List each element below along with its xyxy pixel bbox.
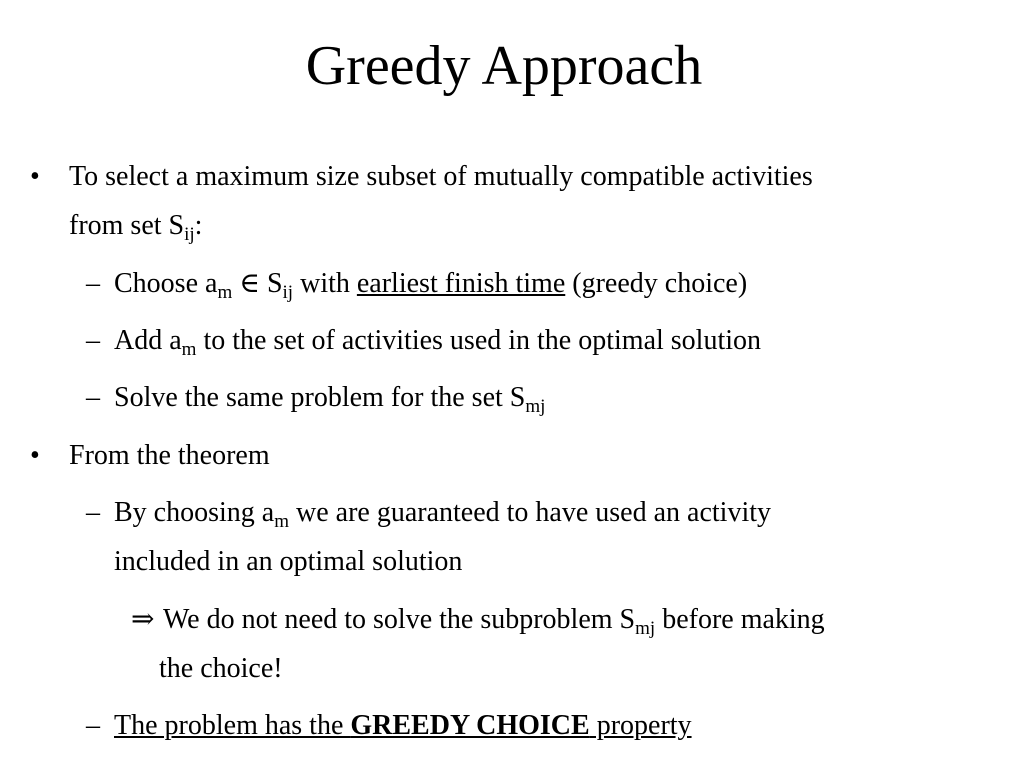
text-segment: (greedy choice): [565, 268, 748, 299]
subscript: m: [217, 282, 233, 303]
text-segment: By choosing a: [114, 497, 275, 528]
text-segment: ∈ S: [232, 268, 283, 299]
bullet-marker: •: [30, 161, 40, 192]
subscript: mj: [635, 618, 656, 639]
sub-bullet-marker: –: [86, 710, 100, 741]
sub-bullet-text: [114, 497, 772, 532]
sub-bullet-text-underlined: [114, 710, 692, 742]
text-segment: before making: [655, 604, 825, 635]
subscript: ij: [184, 224, 195, 245]
sub-bullet-marker: –: [86, 497, 100, 528]
sub-sub-bullet-text: [163, 604, 825, 639]
text-segment: We do not need to solve the subproblem S: [163, 604, 636, 635]
text-segment: The problem has the: [114, 710, 351, 741]
bullet-text-line1: To select a maximum size subset of mutually compatible activities: [69, 161, 813, 192]
text-segment: property: [589, 710, 692, 741]
text-segment: :: [194, 210, 203, 241]
bullet-marker: •: [30, 440, 40, 471]
sub-bullet-marker: –: [86, 382, 100, 413]
text-segment: Add a: [114, 325, 182, 356]
bullet-text: From the theorem: [69, 440, 270, 471]
text-segment: Solve the same problem for the set S: [114, 382, 526, 413]
bullet-text-continued: [69, 210, 203, 245]
subscript: m: [181, 339, 197, 360]
slide-title: Greedy Approach: [305, 35, 703, 97]
bold-text: GREEDY CHOICE: [350, 710, 590, 741]
text-segment: Choose a: [114, 268, 218, 299]
text-segment: we are guaranteed to have used an activity: [289, 497, 772, 528]
sub-bullet-marker: –: [86, 325, 100, 356]
text-segment: from set S: [69, 210, 185, 241]
text-segment: with: [293, 268, 357, 299]
bullet-text: [69, 161, 813, 193]
text-segment: to the set of activities used in the optimal solution: [196, 325, 762, 356]
subscript: mj: [525, 396, 546, 417]
sub-bullet-marker: –: [86, 268, 100, 299]
implies-arrow-marker: ⇒: [131, 604, 155, 635]
sub-bullet-text: [114, 325, 762, 360]
sub-bullet-text: [114, 268, 748, 303]
sub-bullet-text: [114, 382, 546, 417]
subscript: ij: [282, 282, 294, 303]
sub-bullet-text-continued: included in an optimal solution: [114, 546, 463, 577]
sub-sub-bullet-text-continued: the choice!: [159, 653, 283, 684]
subscript: m: [274, 511, 289, 532]
underlined-text: earliest finish time: [356, 268, 566, 299]
